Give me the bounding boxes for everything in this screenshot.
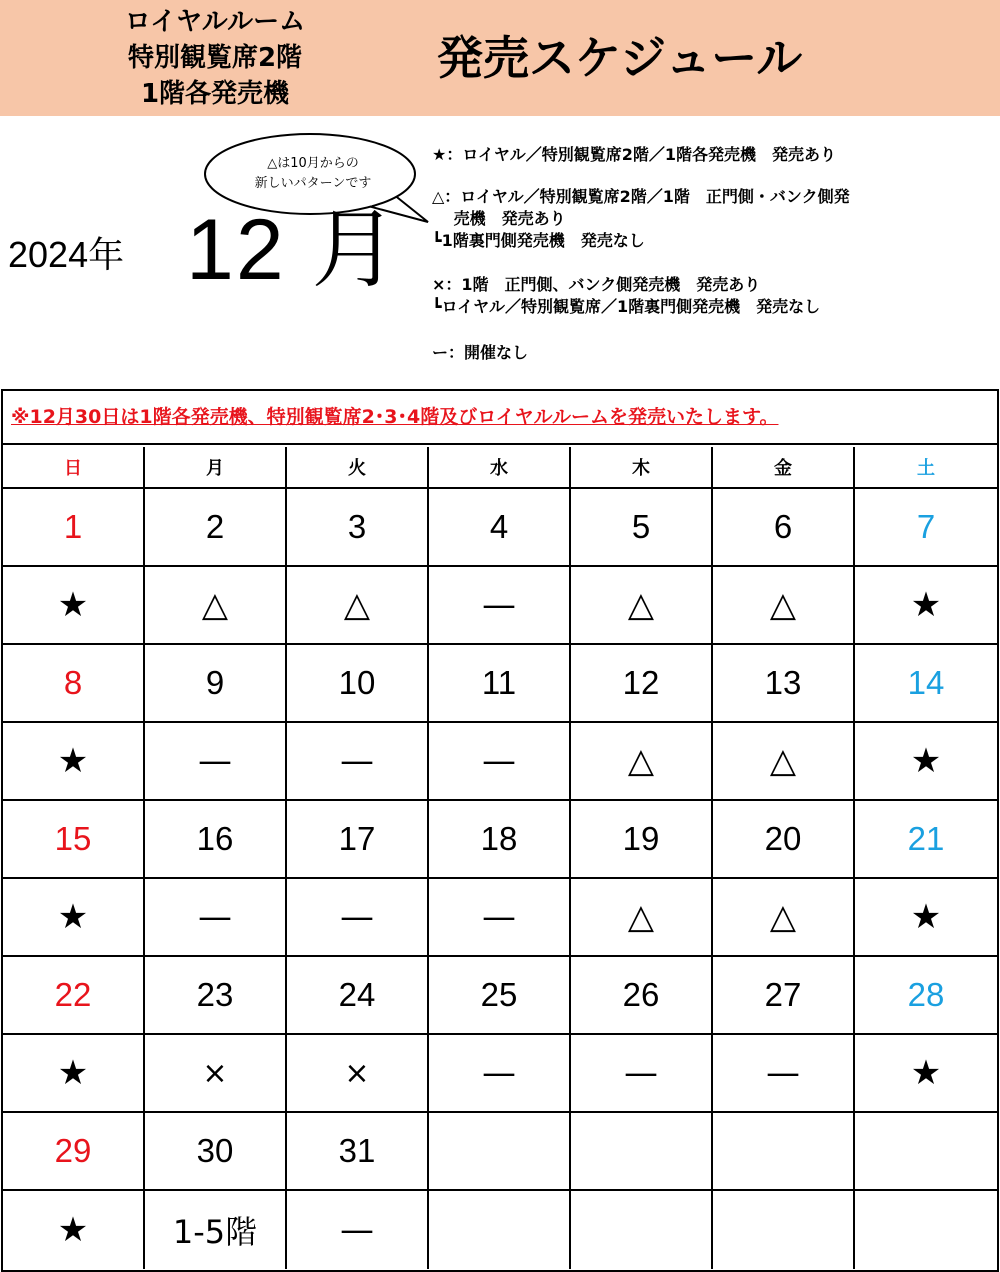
status-mark: ★ xyxy=(855,1035,997,1113)
status-mark: △ xyxy=(571,879,713,957)
notice-row xyxy=(3,391,997,445)
status-mark xyxy=(429,1191,571,1269)
weekday-header: 木 xyxy=(571,447,713,489)
status-mark: — xyxy=(287,879,429,957)
legend xyxy=(432,140,992,370)
date-cell xyxy=(571,1113,713,1191)
weekday-header: 水 xyxy=(429,447,571,489)
status-mark: ★ xyxy=(3,1191,145,1269)
date-cell: 22 xyxy=(3,957,145,1035)
date-cell: 21 xyxy=(855,801,997,879)
status-mark: ★ xyxy=(3,567,145,645)
status-mark: — xyxy=(287,723,429,801)
legend-item-dash: ー：開催なし xyxy=(432,343,529,362)
status-mark: △ xyxy=(713,879,855,957)
legend-item-triangle-note: ┗1階裏門側発売機 発売なし xyxy=(432,231,645,250)
legend-item-cross-note: ┗ロイヤル／特別観覧席／1階裏門側発売機 発売なし xyxy=(432,297,821,316)
date-cell: 31 xyxy=(287,1113,429,1191)
venue-line: 特別観覧席2階 xyxy=(127,43,303,73)
date-cell: 30 xyxy=(145,1113,287,1191)
legend-item-triangle: △：ロイヤル／特別観覧席2階／1階 正門側・バンク側発 xyxy=(432,187,850,206)
header-band xyxy=(0,0,1000,116)
date-cell: 14 xyxy=(855,645,997,723)
weekday-header: 日 xyxy=(3,447,145,489)
date-cell xyxy=(855,1113,997,1191)
notice-text: ※12月30日は1階各発売機、特別観覧席2･3･4階及びロイヤルルームを発売いたします。 xyxy=(11,406,779,428)
status-mark: ★ xyxy=(3,723,145,801)
status-mark: — xyxy=(287,1191,429,1269)
status-mark: — xyxy=(713,1035,855,1113)
venue-line: ロイヤルルーム xyxy=(124,7,306,37)
weekday-header: 火 xyxy=(287,447,429,489)
legend-item-triangle-cont: 売機 発売あり xyxy=(432,209,566,228)
date-cell: 1 xyxy=(3,489,145,567)
date-cell: 12 xyxy=(571,645,713,723)
date-cell: 23 xyxy=(145,957,287,1035)
date-cell: 28 xyxy=(855,957,997,1035)
status-mark: — xyxy=(145,723,287,801)
status-mark: ★ xyxy=(855,879,997,957)
year-label: 2024年 xyxy=(8,234,125,275)
status-mark: ★ xyxy=(855,723,997,801)
date-cell: 8 xyxy=(3,645,145,723)
legend-item-cross: ×：1階 正門側、バンク側発売機 発売あり xyxy=(432,275,761,294)
date-cell: 6 xyxy=(713,489,855,567)
bubble-line: 新しいパターンです xyxy=(254,176,372,191)
status-mark: ★ xyxy=(3,1035,145,1113)
date-cell: 19 xyxy=(571,801,713,879)
status-mark: — xyxy=(429,1035,571,1113)
date-cell: 15 xyxy=(3,801,145,879)
date-cell: 17 xyxy=(287,801,429,879)
date-cell: 27 xyxy=(713,957,855,1035)
date-cell: 2 xyxy=(145,489,287,567)
status-mark: — xyxy=(145,879,287,957)
legend-item-star: ★：ロイヤル／特別観覧席2階／1階各発売機 発売あり xyxy=(432,145,836,164)
status-mark xyxy=(571,1191,713,1269)
status-mark: — xyxy=(429,723,571,801)
date-cell: 7 xyxy=(855,489,997,567)
weekday-header: 土 xyxy=(855,447,997,489)
status-mark: △ xyxy=(713,567,855,645)
weekday-header: 月 xyxy=(145,447,287,489)
status-mark: △ xyxy=(713,723,855,801)
month-label: 12 月 xyxy=(186,202,400,298)
status-mark: — xyxy=(571,1035,713,1113)
status-mark: △ xyxy=(145,567,287,645)
date-cell: 9 xyxy=(145,645,287,723)
status-mark: 1-5階 xyxy=(145,1191,287,1269)
date-cell xyxy=(713,1113,855,1191)
venue-block xyxy=(0,0,430,116)
date-cell: 25 xyxy=(429,957,571,1035)
status-mark: △ xyxy=(571,567,713,645)
date-cell: 10 xyxy=(287,645,429,723)
status-mark: ★ xyxy=(3,879,145,957)
status-mark xyxy=(713,1191,855,1269)
date-cell: 4 xyxy=(429,489,571,567)
date-cell: 29 xyxy=(3,1113,145,1191)
date-cell: 18 xyxy=(429,801,571,879)
status-mark: ★ xyxy=(855,567,997,645)
page-title: 発売スケジュール xyxy=(437,31,803,85)
date-cell xyxy=(429,1113,571,1191)
date-cell: 20 xyxy=(713,801,855,879)
status-mark: × xyxy=(287,1035,429,1113)
bubble-line: △は10月からの xyxy=(267,156,359,171)
calendar-table xyxy=(1,389,999,1272)
date-cell: 5 xyxy=(571,489,713,567)
venue-line: 1階各発売機 xyxy=(140,79,290,109)
date-cell: 11 xyxy=(429,645,571,723)
status-mark xyxy=(855,1191,997,1269)
status-mark: — xyxy=(429,879,571,957)
date-cell: 24 xyxy=(287,957,429,1035)
date-cell: 3 xyxy=(287,489,429,567)
calendar-grid xyxy=(3,447,997,1269)
date-cell: 16 xyxy=(145,801,287,879)
status-mark: × xyxy=(145,1035,287,1113)
status-mark: △ xyxy=(571,723,713,801)
speech-bubble-text xyxy=(218,144,408,204)
status-mark: △ xyxy=(287,567,429,645)
weekday-header: 金 xyxy=(713,447,855,489)
status-mark: — xyxy=(429,567,571,645)
date-cell: 26 xyxy=(571,957,713,1035)
date-cell: 13 xyxy=(713,645,855,723)
